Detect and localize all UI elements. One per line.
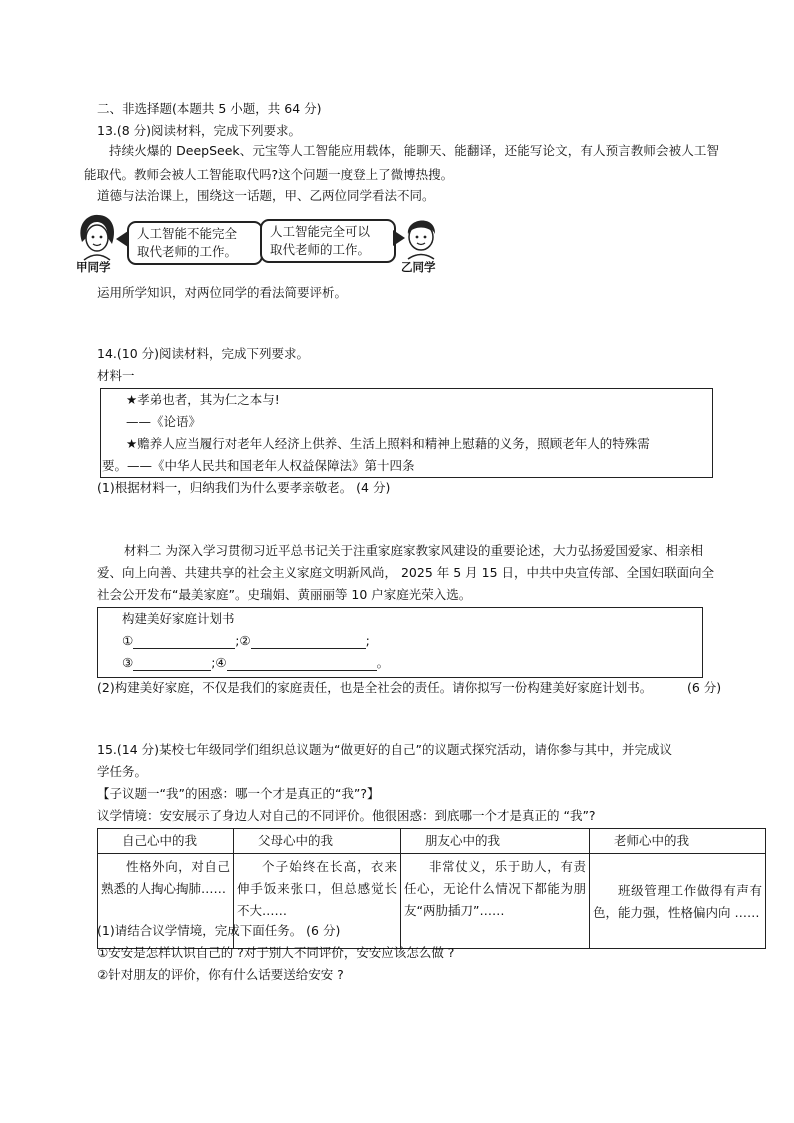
student-a-girl-icon <box>74 212 120 262</box>
q15-sub-topic: 【子议题一“我”的困惑：哪一个才是真正的“我”?】 <box>97 786 380 801</box>
q15-task-1-question-1: ①安安是怎样认识自己的 ?对于别人不同评价，安安应该怎么做 ? <box>97 945 455 960</box>
plan-blank-4[interactable] <box>227 656 377 671</box>
material-2-line-3: 社会公开发布“最美家庭”。史瑞娟、黄丽丽等 10 户家庭光荣入选。 <box>97 587 472 602</box>
student-b-boy-icon <box>398 212 444 260</box>
q14-sub-1: (1)根据材料一，归纳我们为什么要孝亲敬老。 (4 分) <box>97 480 391 495</box>
plan-blank-3[interactable] <box>133 656 211 671</box>
plan-end-1: ; <box>365 633 370 648</box>
table-cell: 班级管理工作做得有声有色，能力强，性格偏内向 …… <box>590 854 766 949</box>
student-a-label: 甲同学 <box>76 260 111 274</box>
table-cell: 性格外向，对自己熟悉的人掏心掏肺…… <box>98 854 234 949</box>
q15-heading-line-2: 学任务。 <box>97 764 148 779</box>
material-2-line-2: 爱、向上向善、共建共享的社会主义家庭文明新风尚， 2025 年 5 月 15 日，中共中央宣传部、全国妇联面向全 <box>97 565 715 580</box>
q15-heading-line-1: 15.(14 分)某校七年级同学们组织总议题为“做更好的自己”的议题式探究活动，请你参与其中，并完成议 <box>97 742 672 757</box>
plan-end-2: 。 <box>376 655 390 670</box>
material-2-line-1: 材料二 为深入学习贯彻习近平总书记关于注重家庭家教家风建设的重要论述，大力弘扬爱国爱家、相亲相 <box>124 543 703 558</box>
bubble-b-line-2: 取代老师的工作。 <box>270 242 371 257</box>
section-title: 二、非选择题(本题共 5 小题，共 64 分) <box>97 101 322 116</box>
m1-line-3: ★赡养人应当履行对老年人经济上供养、生活上照料和精神上慰藉的义务，照顾老年人的特殊需 <box>126 436 650 451</box>
plan-blank-2[interactable] <box>251 634 366 649</box>
q15-scenario: 议学情境：安安展示了身边人对自己的不同评价。他很困惑：到底哪一个才是真正的 “我”? <box>97 808 596 823</box>
plan-marker-3: ③ <box>122 655 134 670</box>
q15-task-1: (1)请结合议学情境，完成下面任务。 (6 分) <box>97 923 341 938</box>
plan-marker-4: ;④ <box>211 655 227 670</box>
table-header: 父母心中的我 <box>234 829 401 854</box>
family-plan-title: 构建美好家庭计划书 <box>122 611 235 626</box>
plan-blank-1[interactable] <box>133 634 235 649</box>
family-plan-row-1 <box>122 633 370 649</box>
q13-paragraph-1: 持续火爆的 DeepSeek、元宝等人工智能应用载体，能聊天、能翻译，还能写论文，有人预言教师会被人工智能取代。教师会被人工智能取代吗?这个问题一度登上了微博热搜。 <box>84 143 719 182</box>
speech-bubble-b <box>260 219 396 263</box>
bubble-b-line-1: 人工智能完全可以 <box>270 224 371 239</box>
table-cell: 个子始终在长高，衣来伸手饭来张口，但总感觉长不大…… <box>234 854 401 949</box>
table-cell: 非常仗义，乐于助人，有责任心，无论什么情况下都能为朋友“两肋插刀”…… <box>401 854 590 949</box>
q14-sub-2: (2)构建美好家庭，不仅是我们的家庭责任，也是全社会的责任。请你拟写一份构建美好家庭计划书。 <box>97 680 653 695</box>
m1-line-1: ★孝弟也者，其为仁之本与! <box>126 392 280 407</box>
material-1-label: 材料一 <box>97 368 135 383</box>
q14-heading: 14.(10 分)阅读材料，完成下列要求。 <box>97 346 310 361</box>
q14-sub-2-points: (6 分) <box>687 680 722 695</box>
m1-line-4: 要。——《中华人民共和国老年人权益保障法》第十四条 <box>102 458 415 473</box>
table-header: 自己心中的我 <box>98 829 234 854</box>
bubble-a-line-2: 取代老师的工作。 <box>137 244 238 259</box>
bubble-a-line-1: 人工智能不能完全 <box>137 226 238 241</box>
table-header: 老师心中的我 <box>590 829 766 854</box>
student-b-label: 乙同学 <box>401 260 436 274</box>
m1-line-2: ——《论语》 <box>126 414 202 429</box>
q13-task: 运用所学知识，对两位同学的看法简要评析。 <box>97 285 348 300</box>
q13-heading: 13.(8 分)阅读材料，完成下列要求。 <box>97 123 302 138</box>
q15-task-1-question-2: ②针对朋友的评价，你有什么话要送给安安 ? <box>97 967 344 982</box>
plan-marker-2: ;② <box>235 633 251 648</box>
table-header: 朋友心中的我 <box>401 829 590 854</box>
family-plan-row-2 <box>122 655 389 671</box>
plan-marker-1: ① <box>122 633 134 648</box>
table-header-row <box>98 829 766 854</box>
speech-bubble-a <box>127 221 263 265</box>
bubble-a-tail <box>116 231 128 247</box>
q13-paragraph-2: 道德与法治课上，围绕这一话题，甲、乙两位同学看法不同。 <box>97 188 435 203</box>
